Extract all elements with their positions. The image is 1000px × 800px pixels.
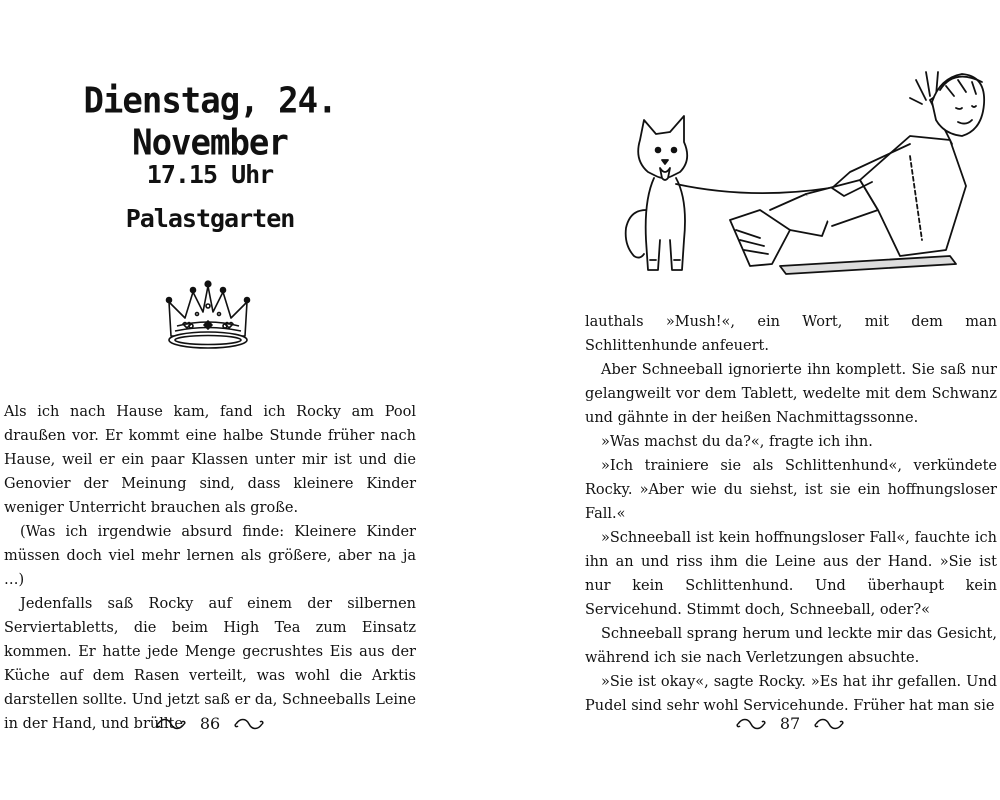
paragraph: Als ich nach Hause kam, fand ich Rocky am Pool draußen vor. Er kommt eine halbe Stunde früher nach Hause, weil er ein paar Klassen unter mir ist und die Genovier der Meinung sind, dass kleinere Kinder weniger Unterricht brauchen als große. [4,404,416,516]
swirl-ornament-icon [156,717,186,731]
right-page [500,0,1000,800]
paragraph: (Was ich irgendwie absurd finde: Kleinere Kinder müssen doch viel mehr lernen als größere, aber na ja …) [4,524,416,588]
paragraph: »Schneeball ist kein hoffnungsloser Fall«, fauchte ich ihn an und riss ihm die Leine aus der Hand. »Sie ist nur kein Schlittenhund. Und überhaupt kein Servicehund. Stimmt doch, Schneeball, oder?« [585,530,997,618]
paragraph: Jedenfalls saß Rocky auf einem der silbernen Serviertabletts, die beim High Tea zum Einsatz kommen. Er hatte jede Menge gecrushtes Eis aus der Küche auf dem Rasen verteilt, was wohl die Arktis darstellen sollte. Und jetzt saß er da, Schneeballs Leine in der Hand, und brüllte [4,596,416,732]
chapter-place: Palastgarten [125,204,295,233]
paragraph: »Sie ist okay«, sagte Rocky. »Es hat ihr gefallen. Und Pudel sind sehr wohl Servicehunde. Früher hat man sie [585,674,997,714]
swirl-ornament-icon [814,717,844,731]
crown-icon [163,278,253,358]
page-number: 87 [779,714,801,733]
paragraph: »Ich trainiere sie als Schlittenhund«, verkündete Rocky. »Aber wie du siehst, ist sie ein hoffnungsloser Fall.« [585,458,997,522]
swirl-ornament-icon [736,717,766,731]
swirl-ornament-icon [234,717,264,731]
chapter-title: Dienstag, 24. November [83,80,337,164]
paragraph: Schneeball sprang herum und leckte mir das Gesicht, während ich sie nach Verletzungen absuchte. [585,626,997,666]
left-folio [0,714,420,733]
left-body-text [4,400,416,736]
chapter-time: 17.15 Uhr [146,160,274,189]
paragraph: »Was machst du da?«, fragte ich ihn. [601,434,873,450]
right-folio [670,714,910,733]
boy-and-dog-illustration [610,60,990,285]
right-body-text [585,310,997,718]
paragraph: lauthals »Mush!«, ein Wort, mit dem man Schlittenhunde anfeuert. [585,314,997,354]
paragraph: Aber Schneeball ignorierte ihn komplett. Sie saß nur gelangweilt vor dem Tablett, wedelte mit dem Schwanz und gähnte in der heißen Nachmittagssonne. [585,362,997,426]
page-number: 86 [199,714,221,733]
